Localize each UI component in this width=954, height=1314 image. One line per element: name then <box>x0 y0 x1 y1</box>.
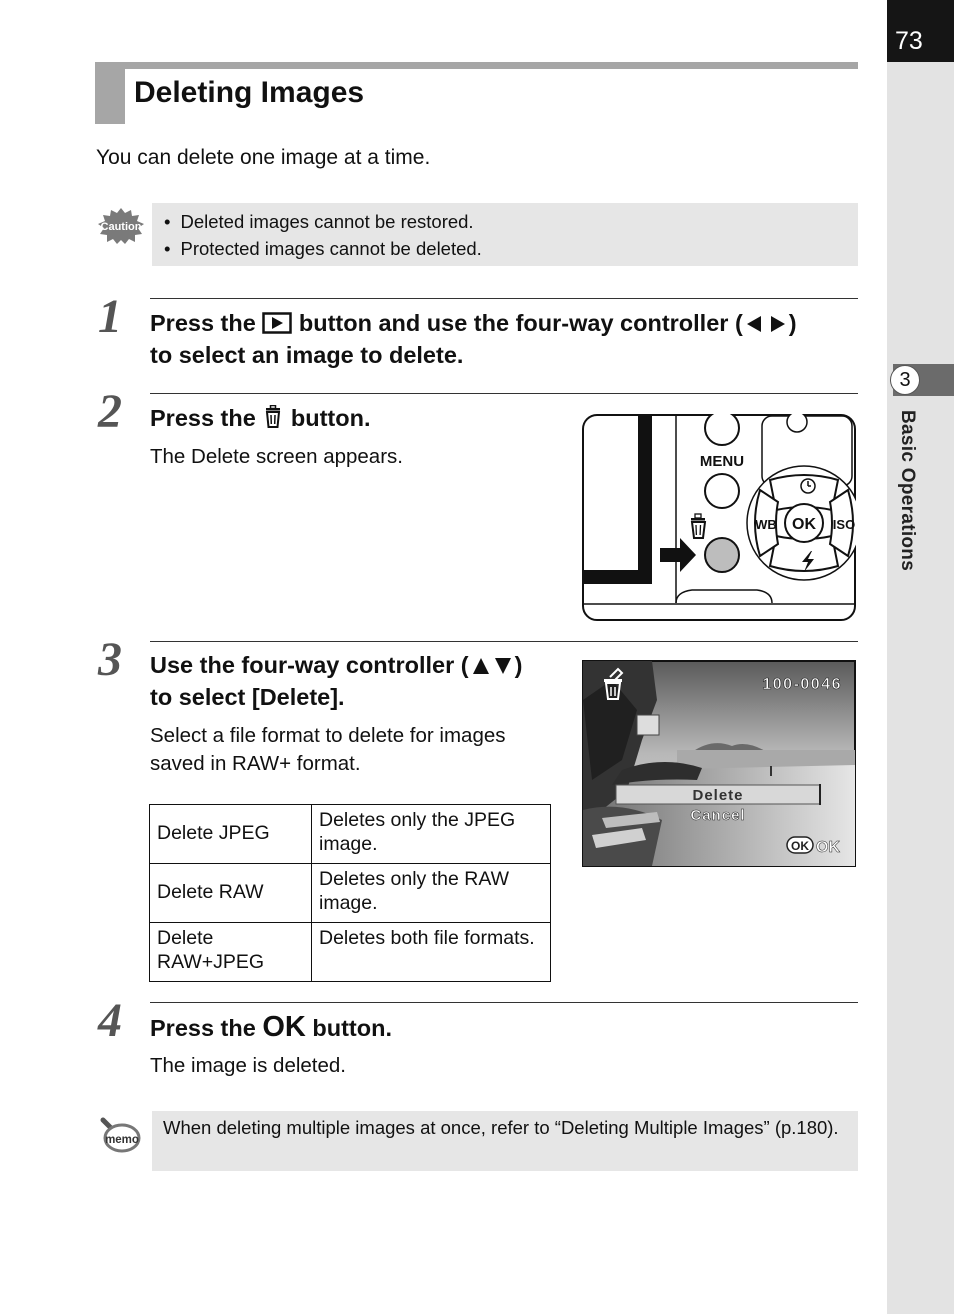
caution-icon <box>97 207 145 245</box>
lcd-menu-delete: Delete <box>692 787 744 804</box>
step-number: 4 <box>98 994 122 1047</box>
step-divider <box>150 641 858 642</box>
page-title: Deleting Images <box>134 76 365 109</box>
step-1-heading: Press the button and use the four-way controller ( ) <box>150 307 797 342</box>
caution-badge-text: Caution <box>100 221 142 233</box>
table-cell-desc: Deletes both file formats. <box>312 923 551 982</box>
step-3-heading: Use the four-way controller ( ) <box>150 649 522 684</box>
caution-list <box>164 208 482 262</box>
page-number: 73 <box>895 27 923 55</box>
step-divider <box>150 1002 858 1003</box>
title-bar-top <box>95 62 858 69</box>
table-cell-desc: Deletes only the RAW image. <box>312 864 551 923</box>
table-cell-option: Delete RAW+JPEG <box>150 923 312 982</box>
step-1-heading-line2: to select an image to delete. <box>150 342 464 368</box>
ok-button-label: OK <box>792 516 816 533</box>
left-right-arrows-icon <box>743 310 789 342</box>
lcd-delete-screen <box>582 660 856 867</box>
table-row <box>150 805 551 864</box>
step-3-body: Select a file format to delete for images <box>150 724 506 747</box>
step-divider <box>150 298 858 299</box>
file-number: 100-0046 <box>762 676 842 693</box>
playback-icon <box>262 310 292 342</box>
format-table <box>149 804 551 982</box>
menu-button-label: MENU <box>699 453 745 470</box>
step-4-heading: Press the OK button. <box>150 1011 392 1043</box>
step-2-body: The Delete screen appears. <box>150 445 403 468</box>
camera-back-illustration <box>582 414 856 621</box>
wb-label: WB <box>755 517 777 532</box>
memo-text: When deleting multiple images at once, refer to “Deleting Multiple Images” (p.180). <box>163 1117 839 1138</box>
caution-item: • Protected images cannot be deleted. <box>164 235 482 262</box>
step-divider <box>150 393 858 394</box>
step-3-heading-line2: to select [Delete]. <box>150 684 345 710</box>
ok-symbol: OK <box>262 1011 306 1043</box>
lcd-menu-cancel: Cancel <box>690 807 746 824</box>
caution-box <box>152 203 858 266</box>
iso-label: ISO <box>832 517 856 532</box>
title-bar-left <box>95 62 125 124</box>
table-row <box>150 923 551 982</box>
memo-icon <box>99 1116 141 1154</box>
memo-badge-text: memo <box>105 1134 139 1146</box>
step-number: 1 <box>98 290 122 343</box>
side-strip <box>887 0 954 1314</box>
step-number: 3 <box>98 633 122 686</box>
step-2-heading: Press the button. <box>150 402 370 437</box>
step-number: 2 <box>98 385 122 438</box>
caution-item: • Deleted images cannot be restored. <box>164 208 482 235</box>
ok-badge: OK <box>791 839 809 853</box>
intro-text: You can delete one image at a time. <box>96 146 431 169</box>
up-down-arrows-icon <box>469 652 515 684</box>
table-cell-option: Delete RAW <box>150 864 312 923</box>
table-cell-desc: Deletes only the JPEG image. <box>312 805 551 864</box>
memo-box <box>152 1111 858 1171</box>
table-row <box>150 864 551 923</box>
ok-label: OK <box>816 839 840 856</box>
trash-icon <box>262 405 284 437</box>
chapter-number: 3 <box>890 365 920 395</box>
step-4-body: The image is deleted. <box>150 1054 347 1077</box>
chapter-label: Basic Operations <box>897 410 918 572</box>
table-cell-option: Delete JPEG <box>150 805 312 864</box>
step-3-body: saved in RAW+ format. <box>150 752 361 775</box>
